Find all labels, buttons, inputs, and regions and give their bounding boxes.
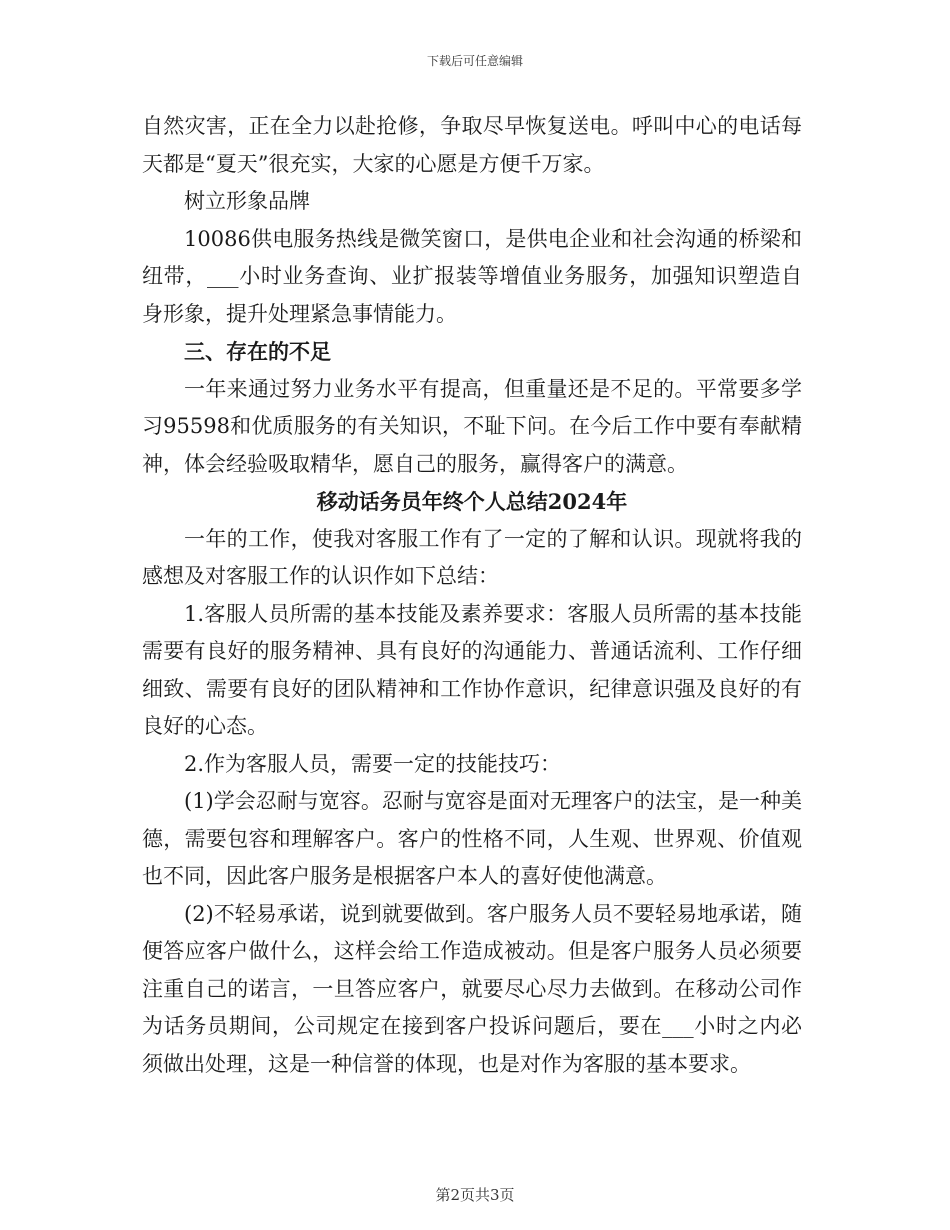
paragraph-item-2: 2.作为客服人员，需要一定的技能技巧： (184, 751, 562, 776)
paragraph-subitem-1: (1)学会忍耐与宽容。忍耐与宽容是面对无理客户的法宝，是一种美德，需要包容和理解客户。客户的性格不同，人生观、世界观、价值观也不同，因此客户服务是根据客户本人的喜好使他满意。 (142, 789, 802, 888)
page-header: 下载后可任意编辑 (426, 54, 523, 68)
paragraph-continuation: 自然灾害，正在全力以赴抢修，争取尽早恢复送电。呼叫中心的电话每天都是“夏天”很充实，大家的心愿是方便千万家。 (142, 114, 802, 176)
page-footer: 第2页共3页 (435, 1186, 515, 1204)
document-body (142, 108, 802, 1083)
paragraph-item-1: 1.客服人员所需的基本技能及素养要求：客服人员所需的基本技能需要有良好的服务精神、具有良好的沟通能力、普通话流利、工作仔细细致、需要有良好的团队精神和工作协作意识，纪律意识强及良好的有良好的心态。 (142, 601, 802, 738)
paragraph-subitem-2: (2)不轻易承诺，说到就要做到。客户服务人员不要轻易地承诺，随便答应客户做什么，这样会给工作造成被动。但是客户服务人员必须要注重自己的诺言，一旦答应客户，就要尽心尽力去做到。在移动公司作为话务员期间，公司规定在接到客户投诉问题后，要在___小时之内必须做出处理，这是一种信誉的体现，也是对作为客服的基本要求。 (142, 901, 802, 1076)
subheading-brand: 树立形象品牌 (184, 189, 310, 213)
paragraph-intro: 一年的工作，使我对客服工作有了一定的了解和认识。现就将我的感想及对客服工作的认识作如下总结： (142, 526, 802, 588)
paragraph-hotline: 10086供电服务热线是微笑窗口，是供电企业和社会沟通的桥梁和纽带，___小时业务查询、业扩报装等增值业务服务，加强知识塑造自身形象，提升处理紧急事情能力。 (142, 226, 802, 326)
paragraph-shortcomings: 一年来通过努力业务水平有提高，但重量还是不足的。平常要多学习95598和优质服务的有关知识，不耻下问。在今后工作中要有奉献精神，体会经验吸取精华，愿自己的服务，赢得客户的满意。 (142, 376, 802, 476)
document-title: 移动话务员年终个人总结2024年 (316, 489, 628, 514)
section-heading-shortcomings: 三、存在的不足 (184, 339, 331, 364)
